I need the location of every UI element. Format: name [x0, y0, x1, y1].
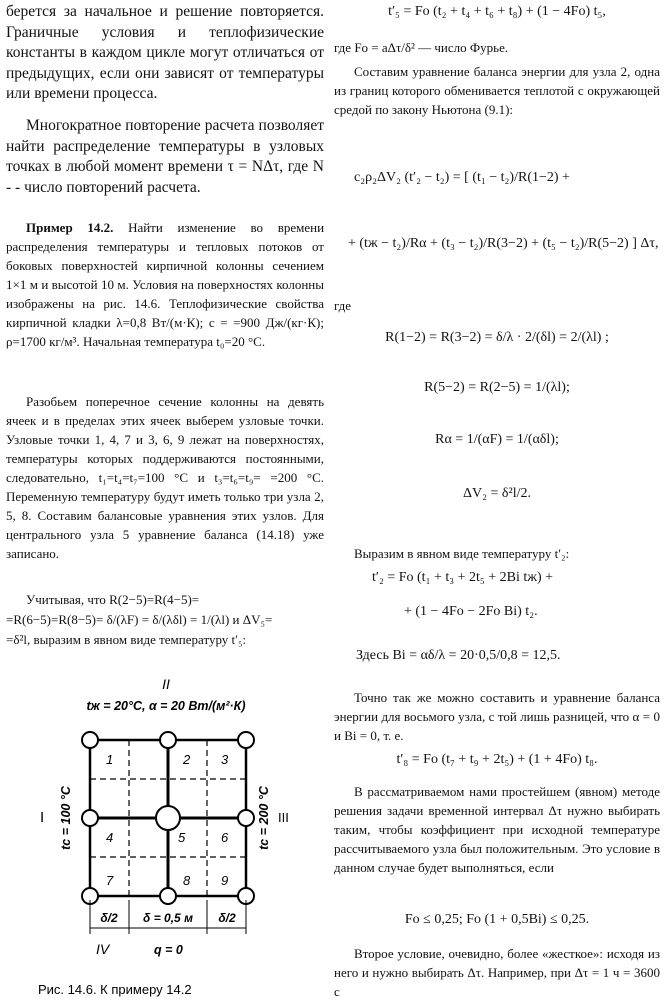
fig-top-roman: II [162, 676, 170, 692]
fig-node-label: 4 [106, 830, 114, 845]
paragraph-intro-continued: берется за начальное и решение повторяется. Граничные условия и теплофизические константы в каждом цикле могут отличаться от предыдущих, если они зависят от температуры или времени процесса. [6, 3, 324, 102]
equation-stability: Fo ≤ 0,25; Fo (1 + 0,5Bi) ≤ 0,25. [404, 912, 590, 927]
equation-r52: R(5−2) = R(2−5) = 1/(λl); [424, 380, 570, 395]
equation-t2-line1: t′₂ = Fo (t₁ + t₃ + 2t₅ + 2Bi tж) + [372, 570, 554, 585]
fig-caption: Рис. 14.6. К примеру 14.2 [38, 982, 192, 997]
fig-left-condition: tс = 100 °С [59, 786, 73, 850]
fig-node-label: 3 [221, 752, 229, 767]
fig-node-label: 6 [221, 830, 229, 845]
equation-dv2: ΔV₂ = δ²l/2. [463, 486, 531, 501]
fig-node-label: 5 [178, 830, 186, 845]
paragraph-repetition: Многократное повторение расчета позволяет найти распределение температуры в узловых точках в любой момент времени τ = NΔτ, где N - - число повторений расчета. [6, 117, 324, 196]
fig-right-roman: III [278, 810, 289, 825]
example-paragraph [6, 218, 324, 378]
paragraph-explicit-t2: Выразим в явном виде температуру t′₂: [354, 546, 570, 561]
fig-node-label: 8 [183, 873, 191, 888]
fourier-definition: где Fo = aΔτ/δ² — число Фурье. [334, 40, 509, 55]
fig-dim-right: δ/2 [218, 911, 236, 925]
paragraph-considering-2: =R(6−5)=R(8−5)= δ/(λF) = δ/(λδl) = 1/(λl) и ΔV₅= [6, 612, 273, 627]
equation-balance-line1: c₂ρ₂ΔV₂ (t′₂ − t₂) = [ (t₁ − t₂)/R(1−2) + [354, 170, 570, 185]
equation-ralpha: Rα = 1/(αF) = 1/(αδl); [435, 432, 559, 447]
paragraph-balance-node2: Составим уравнение баланса энергии для узла 2, одна из границ которого обменивается теплотой с окружающей средой по закону Ньютона (9.1): [334, 64, 660, 117]
example-text: Найти изменение во времени распределения температуры и тепловых потоков от боковых поверхностей кирпичной колонны сечением 1×1 м и высотой 10 м. Условия на поверхностях колонны изображены на рис. 14.6. Теплофизические свойства кирпичной кладки λ=0,8 Вт/(м·К); c = =900 Дж/(кг·К); ρ=1700 кг/м³. Начальная температура t₀=20 °С. [6, 220, 325, 349]
fig-node [238, 732, 254, 748]
figure-column-section [6, 672, 324, 1006]
fig-node [156, 806, 180, 830]
paragraph-considering-1: Учитывая, что R(2−5)=R(4−5)= [26, 592, 200, 607]
paragraph-nodes: Разобьем поперечное сечение колонны на девять ячеек и в пределах этих ячеек выберем узловые точки. Узловые точки 1, 4, 7 и 3, 6, 9 лежат на поверхностях, температуры которых поддерживаются постоянными, следовательно, t₁=t₄=t₇=100 °С и t₃=t₆=t₉= =200 °С. Переменную температуру будут иметь только три узла 2, 5, 8. Составим балансовые уравнения этих узлов. Для центрального узла 5 уравнение баланса (14.18) уже записано. [6, 394, 324, 561]
paragraph-explicit-method: В рассматриваемом нами простейшем (явном) методе решения задачи временной интервал Δτ нужно выбирать таким, чтобы коэффициент при исходной температуре рассчитываемого узла был положительным. Это условие в данном случае будет выполняться, если [334, 784, 660, 875]
fig-node-label: 7 [106, 873, 114, 888]
fig-node-label: 2 [183, 752, 191, 767]
equation-balance-line2: + (tж − t₂)/Rα + (t₃ − t₂)/R(3−2) + (t₅ − t₂)/R(5−2) ] Δτ, [348, 236, 659, 251]
fig-node [160, 888, 176, 904]
fig-left-roman: I [40, 809, 45, 826]
equation-r12: R(1−2) = R(3−2) = δ/λ · 2/(δl) = 2/(λl) ; [385, 330, 609, 345]
equation-t8: t′₈ = Fo (t₇ + t₉ + 2t₅) + (1 + 4Fo) t₈. [396, 752, 598, 767]
fig-node-label: 9 [221, 873, 229, 888]
fig-node [160, 732, 176, 748]
fig-dim-mid: δ = 0,5 м [143, 911, 193, 925]
equation-biot: Здесь Bi = αδ/λ = 20·0,5/0,8 = 12,5. [356, 648, 561, 663]
fig-bottom-roman: IV [96, 941, 110, 957]
fig-node [82, 810, 98, 826]
fig-node [238, 810, 254, 826]
paragraph-second-condition: Второе условие, очевидно, более «жесткое»: исходя из него и нужно выбирать Δτ. Например, при Δτ = 1 ч = 3600 с [334, 946, 660, 999]
fig-bottom-condition: q = 0 [154, 943, 183, 957]
where-word: где [334, 298, 352, 313]
fig-node-label: 1 [106, 752, 114, 767]
equation-t2-line2: + (1 − 4Fo − 2Fo Bi) t₂. [404, 604, 538, 619]
fig-dim-left: δ/2 [100, 911, 118, 925]
equation-t5: t′₅ = Fo (t₂ + t₄ + t₆ + t₈) + (1 − 4Fo) t₅, [388, 4, 606, 19]
example-label: Пример 14.2. [26, 220, 114, 235]
fig-right-condition: tс = 200 °С [257, 786, 271, 850]
fig-node [82, 732, 98, 748]
paragraph-node8: Точно так же можно составить и уравнение баланса энергии для восьмого узла, с той лишь разницей, что α = 0 и Bi = 0, т. е. [334, 690, 660, 743]
fig-top-condition: tж = 20°C, α = 20 Вт/(м²·К) [86, 699, 246, 713]
paragraph-considering-3: =δ²l, выразим в явном виде температуру t′₅: [6, 632, 247, 647]
